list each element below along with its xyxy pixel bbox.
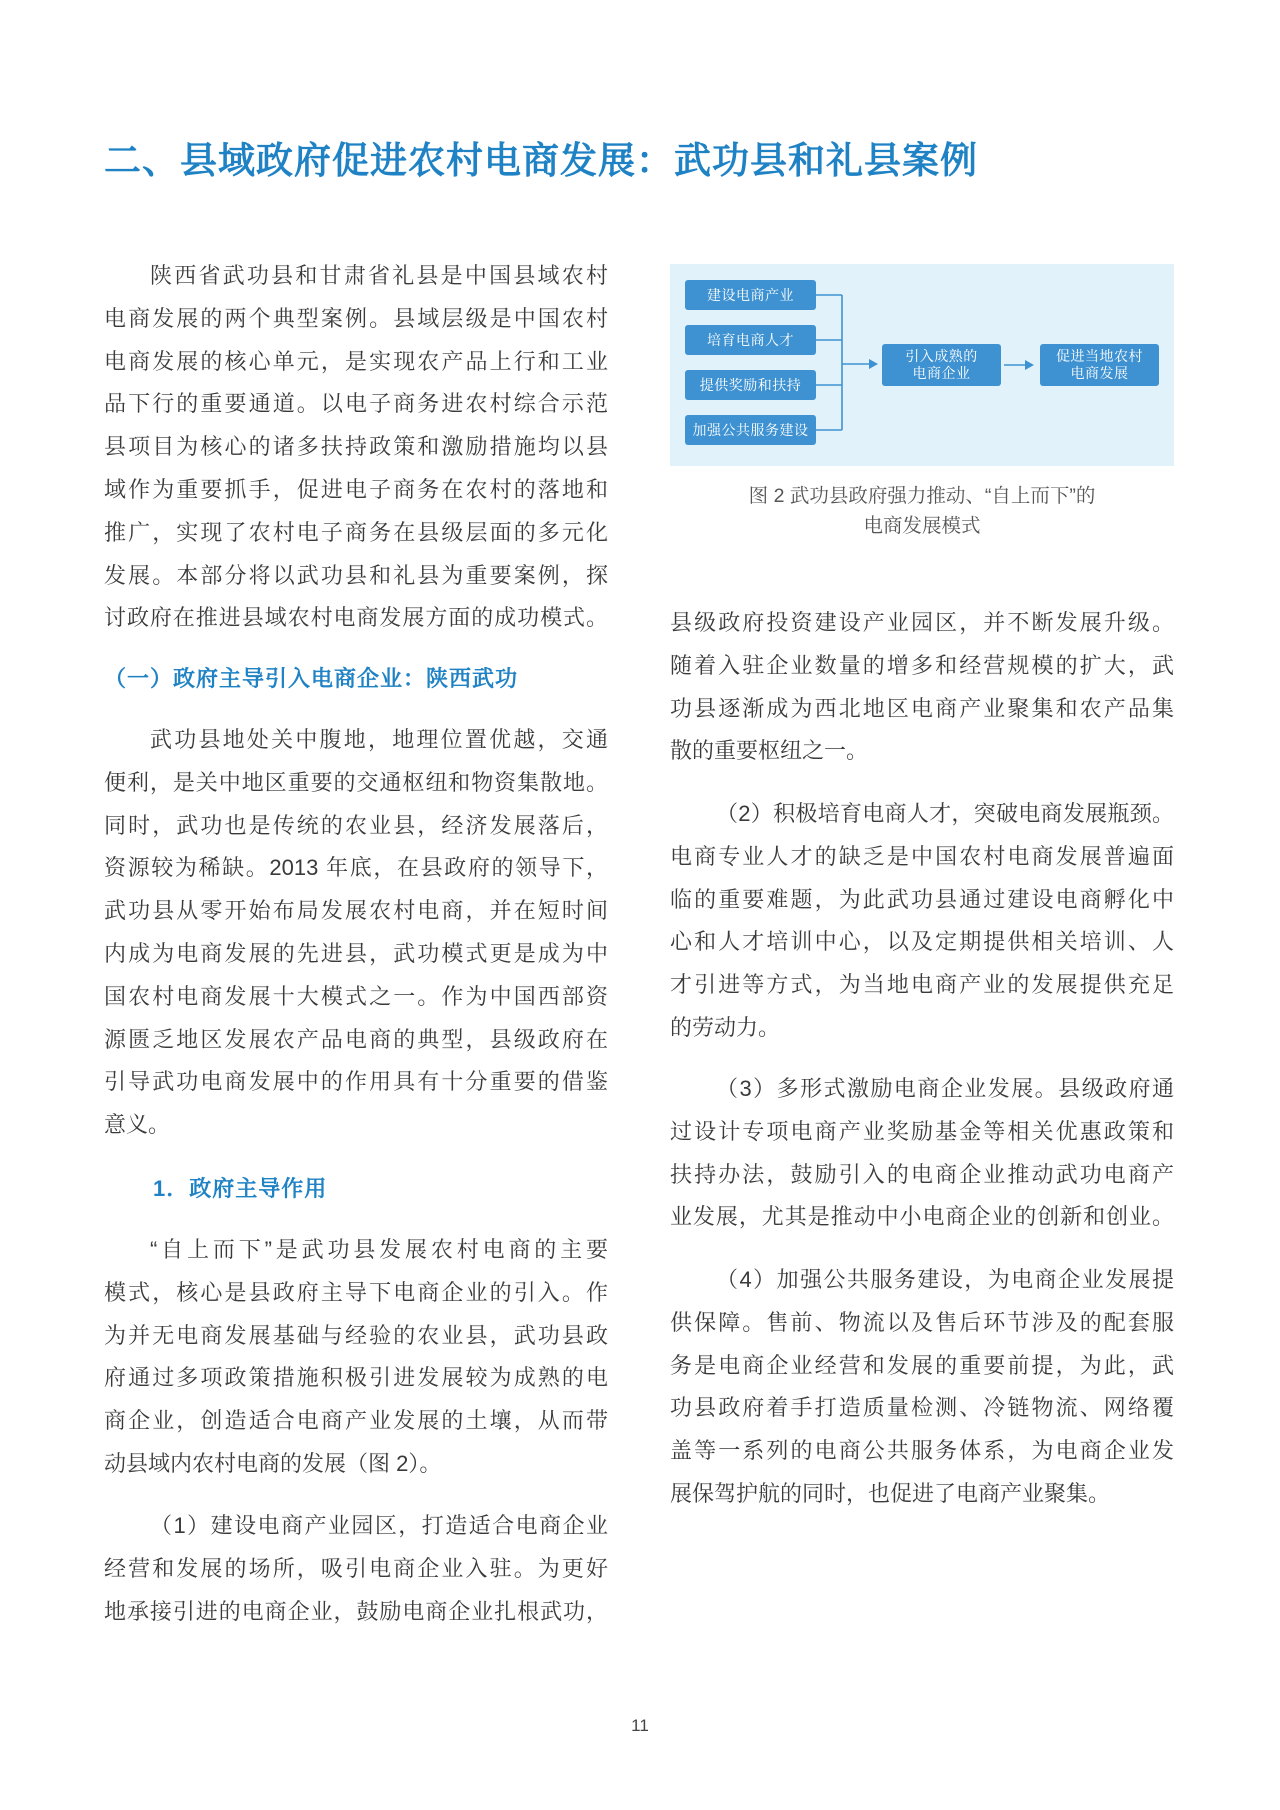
body-text-line: 电商发展的核心单元，是实现农产品上行和工业 xyxy=(104,348,608,374)
body-text-line: 展保驾护航的同时，也促进了电商产业聚集。 xyxy=(670,1480,1111,1506)
body-text-line: 同时，武功也是传统的农业县，经济发展落后， xyxy=(104,812,608,838)
figure-caption-line: 电商发展模式 xyxy=(863,515,981,537)
figure-diagram xyxy=(670,264,1174,466)
figure-caption-line: 图 2 武功县政府强力推动、“自上而下”的 xyxy=(748,485,1096,507)
body-text-line: 便利，是关中地区重要的交通枢纽和物资集散地。 xyxy=(104,769,608,795)
right-column xyxy=(670,0,1174,1810)
body-text-line: 资源较为稀缺。2013 年底，在县政府的领导下， xyxy=(104,855,608,881)
body-text-line: 心和人才培训中心，以及定期提供相关培训、人 xyxy=(670,929,1174,955)
wugong-overview-paragraph xyxy=(104,719,608,1147)
intro-paragraph xyxy=(104,255,608,640)
body-text-line: 动县域内农村电商的发展（图 2）。 xyxy=(104,1450,442,1476)
body-text-line: 讨政府在推进县域农村电商发展方面的成功模式。 xyxy=(104,605,608,631)
diagram-box-build-industry: 建设电商产业 xyxy=(685,280,816,310)
body-text-line: 临的重要难题，为此武功县通过建设电商孵化中 xyxy=(670,886,1174,912)
body-text-line: 业发展，尤其是推动中小电商企业的创新和创业。 xyxy=(670,1204,1174,1230)
diagram-box-cultivate-talent: 培育电商人才 xyxy=(685,325,816,355)
body-text-line: 县项目为核心的诸多扶持政策和激励措施均以县 xyxy=(104,434,608,460)
body-text-line: 府通过多项政策措施积极引进发展较为成熟的电 xyxy=(104,1365,608,1391)
item-2-paragraph xyxy=(670,793,1174,1050)
top-down-model-paragraph xyxy=(104,1229,608,1486)
body-text-line: （3）多形式激励电商企业发展。县级政府通 xyxy=(716,1076,1174,1101)
page-number: 11 xyxy=(631,1716,649,1735)
body-text-line: 品下行的重要通道。以电子商务进农村综合示范 xyxy=(104,391,608,417)
figure-caption xyxy=(670,481,1174,541)
diagram-box-promote-development xyxy=(1040,344,1159,386)
body-text-line: 地承接引进的电商企业，鼓励电商企业扎根武功， xyxy=(104,1598,608,1624)
body-text-line: 盖等一系列的电商公共服务体系，为电商企业发 xyxy=(670,1438,1174,1464)
body-text-line: 内成为电商发展的先进县，武功模式更是成为中 xyxy=(104,940,608,966)
body-text-line: 域作为重要抓手，促进电子商务在农村的落地和 xyxy=(104,476,608,502)
body-text-line: 武功县地处关中腹地，地理位置优越，交通 xyxy=(150,727,608,752)
body-text-line: 扶持办法，鼓励引入的电商企业推动武功电商产 xyxy=(670,1161,1174,1187)
body-text-line: 过设计专项电商产业奖励基金等相关优惠政策和 xyxy=(670,1118,1174,1144)
page-title: 二、县域政府促进农村电商发展：武功县和礼县案例 xyxy=(104,140,978,181)
body-text-line: （1）建设电商产业园区，打造适合电商企业 xyxy=(150,1513,608,1538)
body-text-line: 推广，实现了农村电子商务在县级层面的多元化 xyxy=(104,519,608,545)
body-text-line: （2）积极培育电商人才，突破电商发展瓶颈。 xyxy=(716,801,1174,826)
body-text-line: 源匮乏地区发展农产品电商的典型，县级政府在 xyxy=(104,1026,608,1052)
body-text-line: 随着入驻企业数量的增多和经营规模的扩大，武 xyxy=(670,652,1174,678)
arrow-right-icon xyxy=(869,359,878,369)
body-text-line: 供保障。售前、物流以及售后环节涉及的配套服 xyxy=(670,1309,1174,1335)
body-text-line: 国农村电商发展十大模式之一。作为中国西部资 xyxy=(104,983,608,1009)
body-text-line: 模式，核心是县政府主导下电商企业的引入。作 xyxy=(104,1279,608,1305)
body-text-line: 电商发展的两个典型案例。县域层级是中国农村 xyxy=(104,305,608,331)
item-3-paragraph xyxy=(670,1068,1174,1239)
body-text-line: 陕西省武功县和甘肃省礼县是中国县域农村 xyxy=(150,263,608,288)
body-text-line: “自上而下”是武功县发展农村电商的主要 xyxy=(150,1237,608,1262)
body-text-line: 县级政府投资建设产业园区，并不断发展升级。 xyxy=(670,610,1174,635)
body-text-line: 商企业，创造适合电商产业发展的土壤，从而带 xyxy=(104,1408,608,1434)
arrow-right-icon xyxy=(1025,360,1034,370)
body-text-line: 意义。 xyxy=(104,1112,171,1138)
diagram-box-line: 引入成熟的 xyxy=(905,348,978,364)
body-text-line: 引导武功电商发展中的作用具有十分重要的借鉴 xyxy=(104,1069,608,1095)
subsection-heading: 1．政府主导作用 xyxy=(153,1176,328,1201)
body-text-line: 电商专业人才的缺乏是中国农村电商发展普遍面 xyxy=(670,843,1174,869)
item-1-paragraph xyxy=(104,1505,608,1633)
diagram-box-line: 电商发展 xyxy=(1070,365,1129,381)
diagram-box-rewards-support: 提供奖励和扶持 xyxy=(685,370,816,400)
body-text-line: 的劳动力。 xyxy=(670,1014,781,1040)
body-text-line: 功县政府着手打造质量检测、冷链物流、网络覆 xyxy=(670,1395,1174,1421)
body-text-line: 为并无电商发展基础与经验的农业县，武功县政 xyxy=(104,1322,608,1348)
item-1-continued-paragraph xyxy=(670,602,1174,773)
body-text-line: 才引进等方式，为当地电商产业的发展提供充足 xyxy=(670,972,1174,998)
diagram-box-line: 促进当地农村 xyxy=(1056,348,1143,364)
body-text-line: （4）加强公共服务建设，为电商企业发展提 xyxy=(716,1267,1174,1292)
body-text-line: 经营和发展的场所，吸引电商企业入驻。为更好 xyxy=(104,1555,608,1581)
diagram-box-line: 电商企业 xyxy=(912,365,971,381)
body-text-line: 散的重要枢纽之一。 xyxy=(670,738,869,764)
section-heading: （一）政府主导引入电商企业：陕西武功 xyxy=(104,666,519,691)
body-text-line: 务是电商企业经营和发展的重要前提，为此，武 xyxy=(670,1352,1174,1378)
item-4-paragraph xyxy=(670,1259,1174,1516)
diagram-box-introduce-enterprises xyxy=(882,344,1001,386)
left-column xyxy=(104,0,608,1810)
body-text-line: 功县逐渐成为西北地区电商产业聚集和农产品集 xyxy=(670,695,1174,721)
diagram-box-public-services: 加强公共服务建设 xyxy=(685,415,816,445)
body-text-line: 武功县从零开始布局发展农村电商，并在短时间 xyxy=(104,898,608,924)
body-text-line: 发展。本部分将以武功县和礼县为重要案例，探 xyxy=(104,562,608,588)
